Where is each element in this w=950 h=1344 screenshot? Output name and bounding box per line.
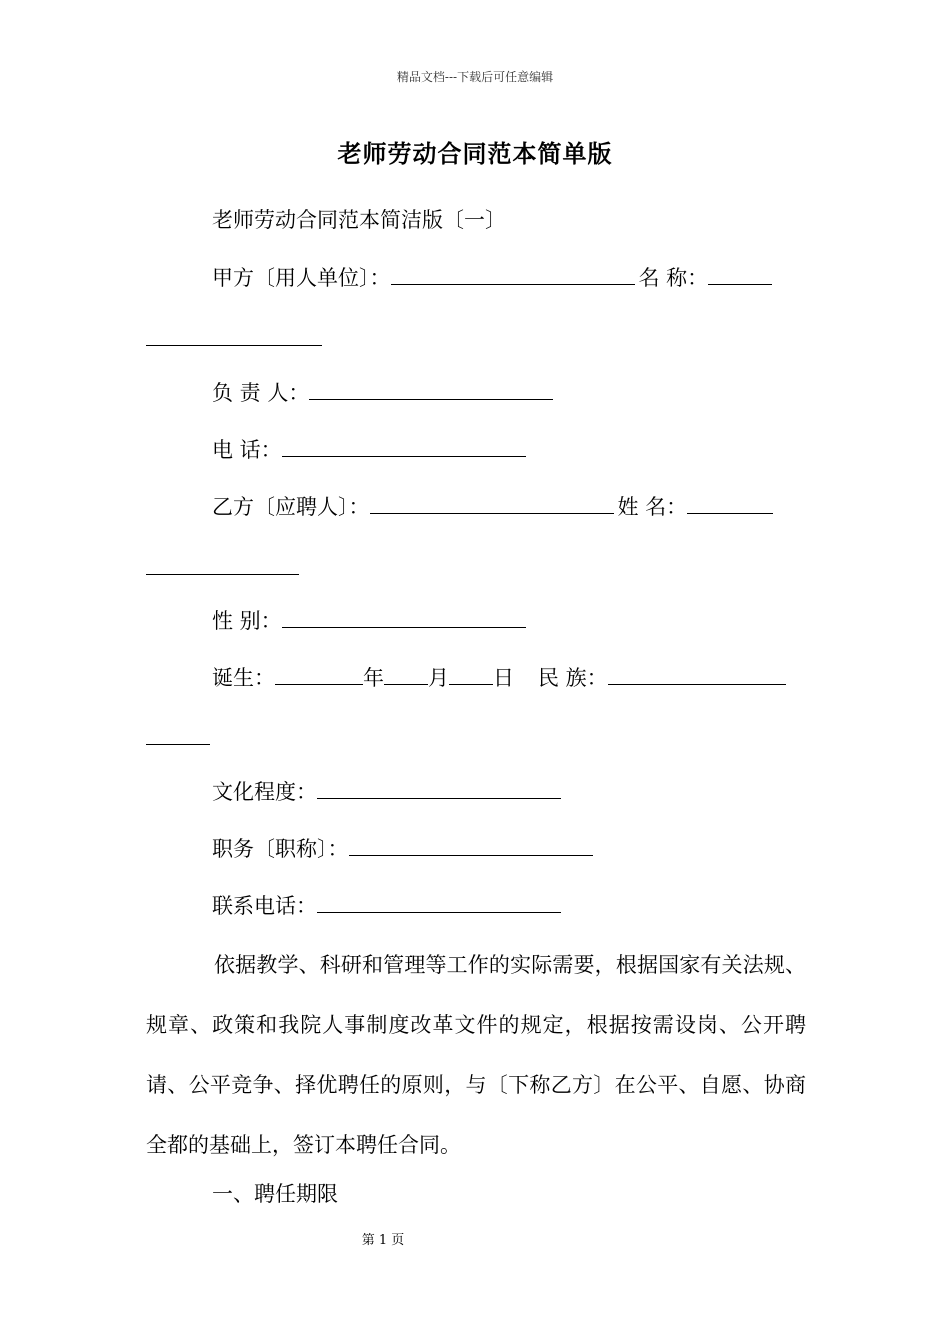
party-a-blank[interactable] [391,264,635,285]
birth-month-blank[interactable] [384,664,428,685]
name-label: 名 称： [638,266,709,290]
contact-phone-blank[interactable] [317,892,561,913]
party-b-row [212,493,773,521]
phone-blank[interactable] [282,436,526,457]
phone-label: 电 话： [212,438,282,462]
gender-blank[interactable] [282,607,526,628]
party-b-blank[interactable] [370,493,614,514]
name-blank-continued[interactable] [146,344,322,346]
party-a-row [212,264,772,292]
ethnicity-blank[interactable] [608,664,786,685]
education-row [212,778,561,806]
party-b-label: 乙方〔应聘人〕： [212,495,370,519]
birth-label: 诞生： [212,666,275,690]
contact-phone-row [212,892,561,920]
document-title: 老师劳动合同范本简单版 [337,140,613,168]
gender-row [212,607,526,635]
ethnicity-blank-continued[interactable] [146,743,210,745]
position-blank[interactable] [349,835,593,856]
full-name-label: 姓 名： [617,495,688,519]
full-name-blank-continued[interactable] [146,573,299,575]
page-number: 第 1 页 [361,1233,405,1248]
party-a-label: 甲方〔用人单位〕： [212,266,391,290]
name-blank[interactable] [708,264,772,285]
birth-day-blank[interactable] [449,664,493,685]
birth-row [212,664,786,692]
document-subtitle: 老师劳动合同范本简洁版〔一〕 [212,208,506,232]
month-label: 月 [428,666,449,690]
birth-year-blank[interactable] [275,664,363,685]
responsible-row [212,379,553,407]
responsible-blank[interactable] [309,379,553,400]
position-row [212,835,593,863]
education-blank[interactable] [317,778,561,799]
position-label: 职务〔职称〕： [212,837,349,861]
section-heading: 一、聘任期限 [212,1182,338,1206]
education-label: 文化程度： [212,780,317,804]
day-label: 日 [493,666,514,690]
contact-phone-label: 联系电话： [212,894,317,918]
year-label: 年 [363,666,384,690]
page-header: 精品文档---下载后可任意编辑 [396,70,554,84]
body-paragraph: 依据教学、科研和管理等工作的实际需要，根据国家有关法规、规章、政策和我院人事制度改革文件的规定，根据按需设岗、公开聘请、公平竞争、择优聘任的原则，与〔下称乙方〕在公平、自愿、协商全都的基础上，签订本聘任合同。 [146,953,806,1157]
ethnicity-label: 民 族： [538,666,608,690]
phone-row [212,436,526,464]
responsible-label: 负 责 人： [212,381,310,405]
full-name-blank[interactable] [687,493,773,514]
gender-label: 性 别： [212,609,282,633]
